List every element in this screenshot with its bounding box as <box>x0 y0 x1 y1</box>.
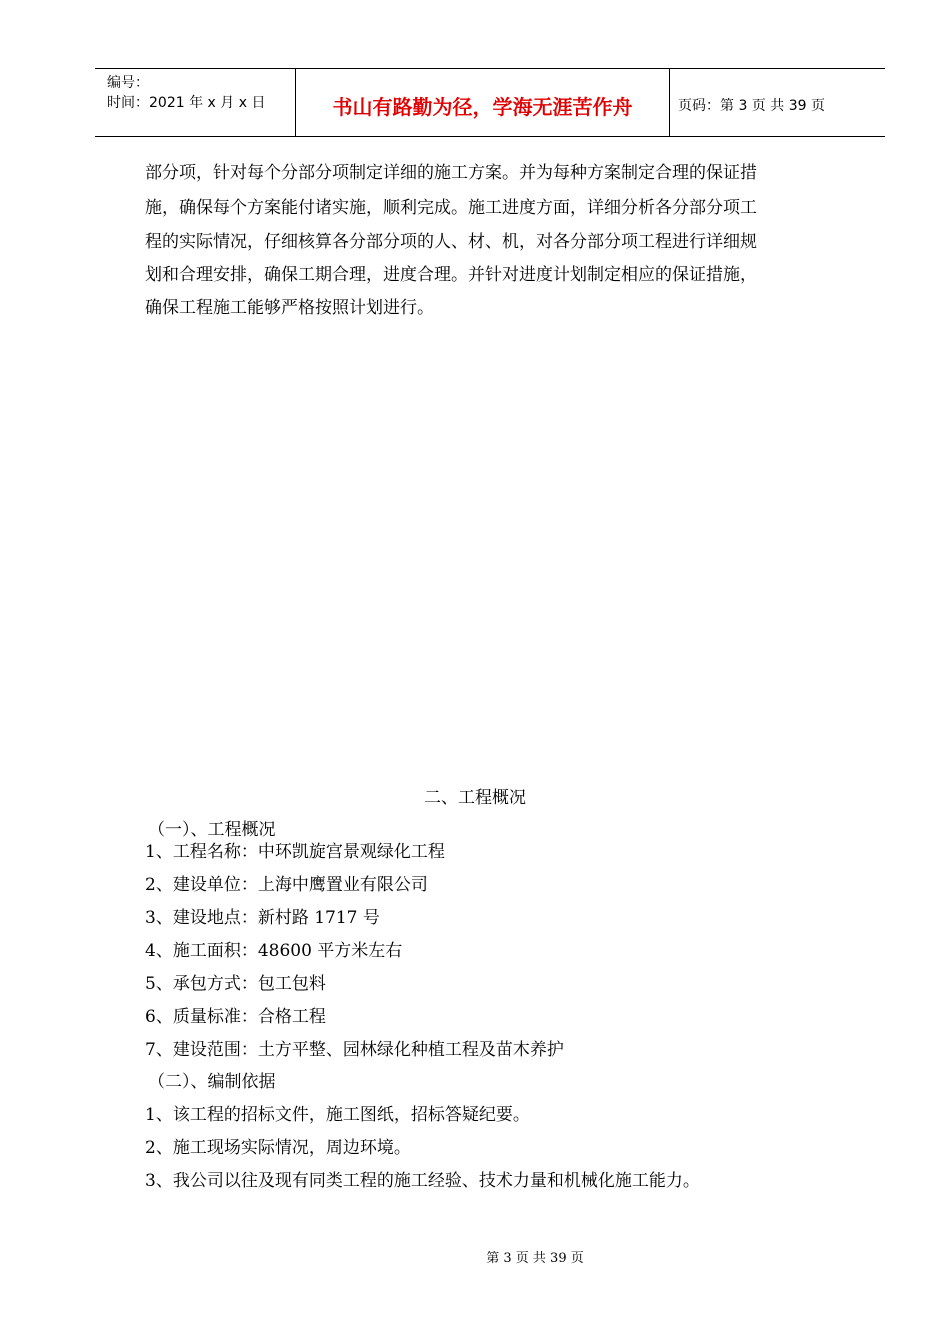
footer-page-number: 第 3 页 共 39 页 <box>486 1251 584 1266</box>
serial-number-label: 编号： <box>107 75 149 91</box>
list-item: 5、承包方式：包工包料 <box>145 974 326 994</box>
paragraph-line: 确保工程施工能够严格按照计划进行。 <box>145 298 434 318</box>
list-item: 6、质量标准：合格工程 <box>145 1007 326 1027</box>
header-meta-cell <box>95 69 295 136</box>
date-label: 时间：2021 年 x 月 x 日 <box>107 95 266 111</box>
header-motto-cell <box>295 69 670 136</box>
header-page-number: 页码：第 3 页 共 39 页 <box>678 98 825 114</box>
list-item: 7、建设范围：土方平整、园林绿化种植工程及苗木养护 <box>145 1040 564 1060</box>
list-item: 4、施工面积：48600 平方米左右 <box>145 941 403 961</box>
subsection-title: （二）、编制依据 <box>148 1072 276 1092</box>
list-item: 2、施工现场实际情况，周边环境。 <box>145 1138 411 1158</box>
section-title: 二、工程概况 <box>424 788 526 808</box>
list-item: 3、我公司以往及现有同类工程的施工经验、技术力量和机械化施工能力。 <box>145 1171 700 1191</box>
list-item: 1、该工程的招标文件，施工图纸，招标答疑纪要。 <box>145 1105 530 1125</box>
paragraph-line: 部分项，针对每个分部分项制定详细的施工方案。并为每种方案制定合理的保证措 <box>145 163 757 183</box>
header-page-cell <box>670 69 885 136</box>
list-item: 3、建设地点：新村路 1717 号 <box>145 908 380 928</box>
paragraph-line: 施，确保每个方案能付诸实施，顺利完成。施工进度方面，详细分析各分部分项工 <box>145 198 757 218</box>
list-item: 1、工程名称：中环凯旋宫景观绿化工程 <box>145 842 445 862</box>
paragraph-line: 程的实际情况，仔细核算各分部分项的人、材、机，对各分部分项工程进行详细规 <box>145 232 757 252</box>
header-motto: 书山有路勤为径，学海无涯苦作舟 <box>332 95 633 119</box>
subsection-title: （一）、工程概况 <box>148 820 276 840</box>
page-header <box>95 68 885 137</box>
list-item: 2、建设单位：上海中鹰置业有限公司 <box>145 875 428 895</box>
paragraph-line: 划和合理安排，确保工期合理，进度合理。并针对进度计划制定相应的保证措施， <box>145 265 757 285</box>
